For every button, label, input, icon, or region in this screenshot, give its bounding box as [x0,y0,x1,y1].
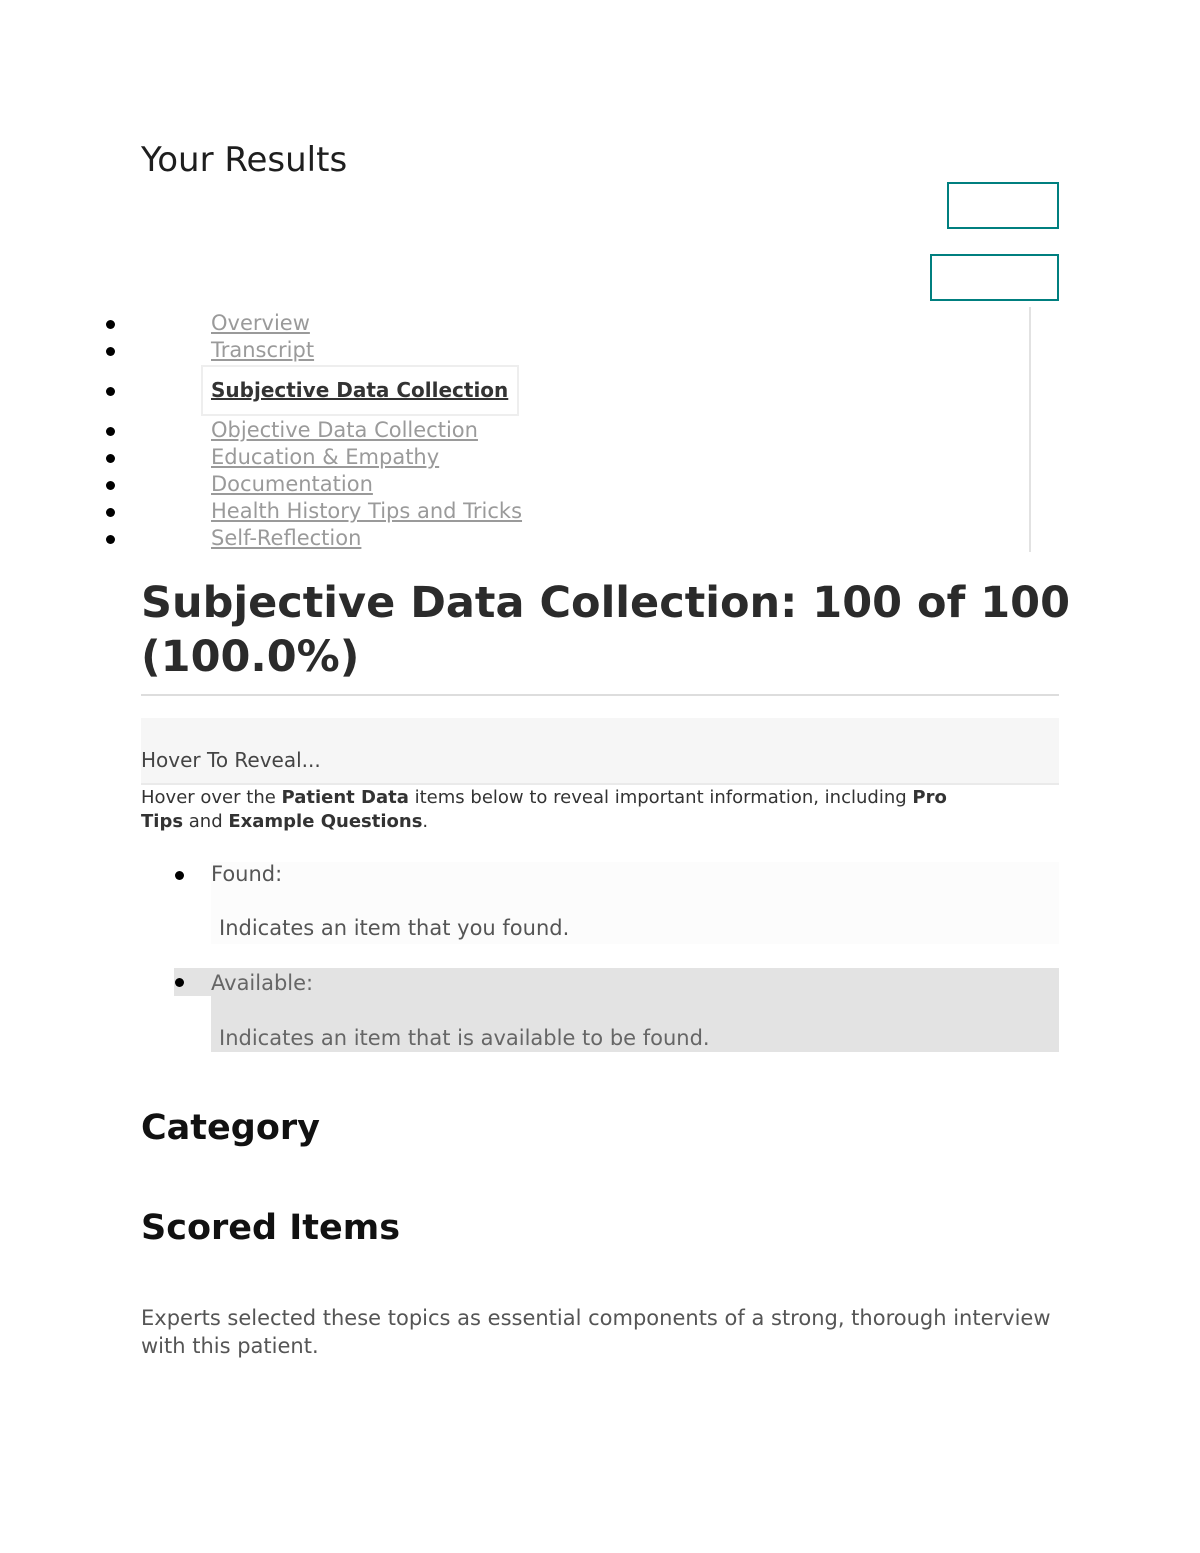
hover-reveal-title: Hover To Reveal... [141,748,321,772]
bullet [106,320,115,329]
action-button-1[interactable] [947,182,1059,229]
category-heading: Category [141,1108,320,1148]
section-score-heading: Subjective Data Collection: 100 of 100 (100.0%) [141,578,1071,682]
nav-link-self-reflection[interactable]: Self-Reflection [211,526,362,550]
desc-text: . [422,811,429,832]
nav-link-health-history-tips[interactable]: Health History Tips and Tricks [211,499,523,523]
scored-items-description: Experts selected these topics as essential components of a strong, thorough interview with this patient. [141,1306,1051,1358]
nav-item-subjective-data-collection [0,377,900,403]
bullet [175,871,184,880]
legend-available-text: Indicates an item that is available to be found. [219,1026,710,1050]
bullet [106,347,115,356]
bullet [106,535,115,544]
bullet [106,508,115,517]
action-button-2[interactable] [930,254,1059,301]
legend-found-text: Indicates an item that you found. [219,916,570,940]
hover-reveal-panel [141,718,1059,785]
bullet [175,978,184,987]
nav-item-self-reflection [0,525,900,551]
bullet [106,454,115,463]
legend-available-label: Available: [211,971,314,995]
desc-text: Hover over the [141,787,282,808]
nav-item-documentation [0,471,900,497]
nav-item-objective-data-collection [0,417,900,443]
nav-link-documentation[interactable]: Documentation [211,472,373,496]
nav-link-overview[interactable]: Overview [211,311,310,335]
nav-link-transcript[interactable]: Transcript [211,338,315,362]
nav-item-overview [0,310,900,336]
nav-link-education-empathy[interactable]: Education & Empathy [211,445,440,469]
desc-emphasis-patient-data: Patient Data [281,787,409,808]
scored-items-heading: Scored Items [141,1208,401,1248]
bullet [106,481,115,490]
nav-item-health-history-tips [0,498,900,524]
nav-item-education-empathy [0,444,900,470]
heading-divider [141,694,1059,696]
nav-link-subjective-data-collection[interactable]: Subjective Data Collection [211,378,509,402]
hover-reveal-description [141,786,971,834]
desc-emphasis-pro-tips: Pro Tips [141,787,947,832]
nav-link-objective-data-collection[interactable]: Objective Data Collection [211,418,478,442]
desc-text: items below to reveal important information, including [408,787,913,808]
bullet [106,387,115,396]
bullet [106,427,115,436]
nav-item-transcript [0,337,900,363]
desc-text: and [183,811,229,832]
desc-emphasis-example-questions: Example Questions [228,811,423,832]
page-title: Your Results [141,140,348,180]
nav-divider [1029,307,1031,552]
legend-found-label: Found: [211,862,283,886]
